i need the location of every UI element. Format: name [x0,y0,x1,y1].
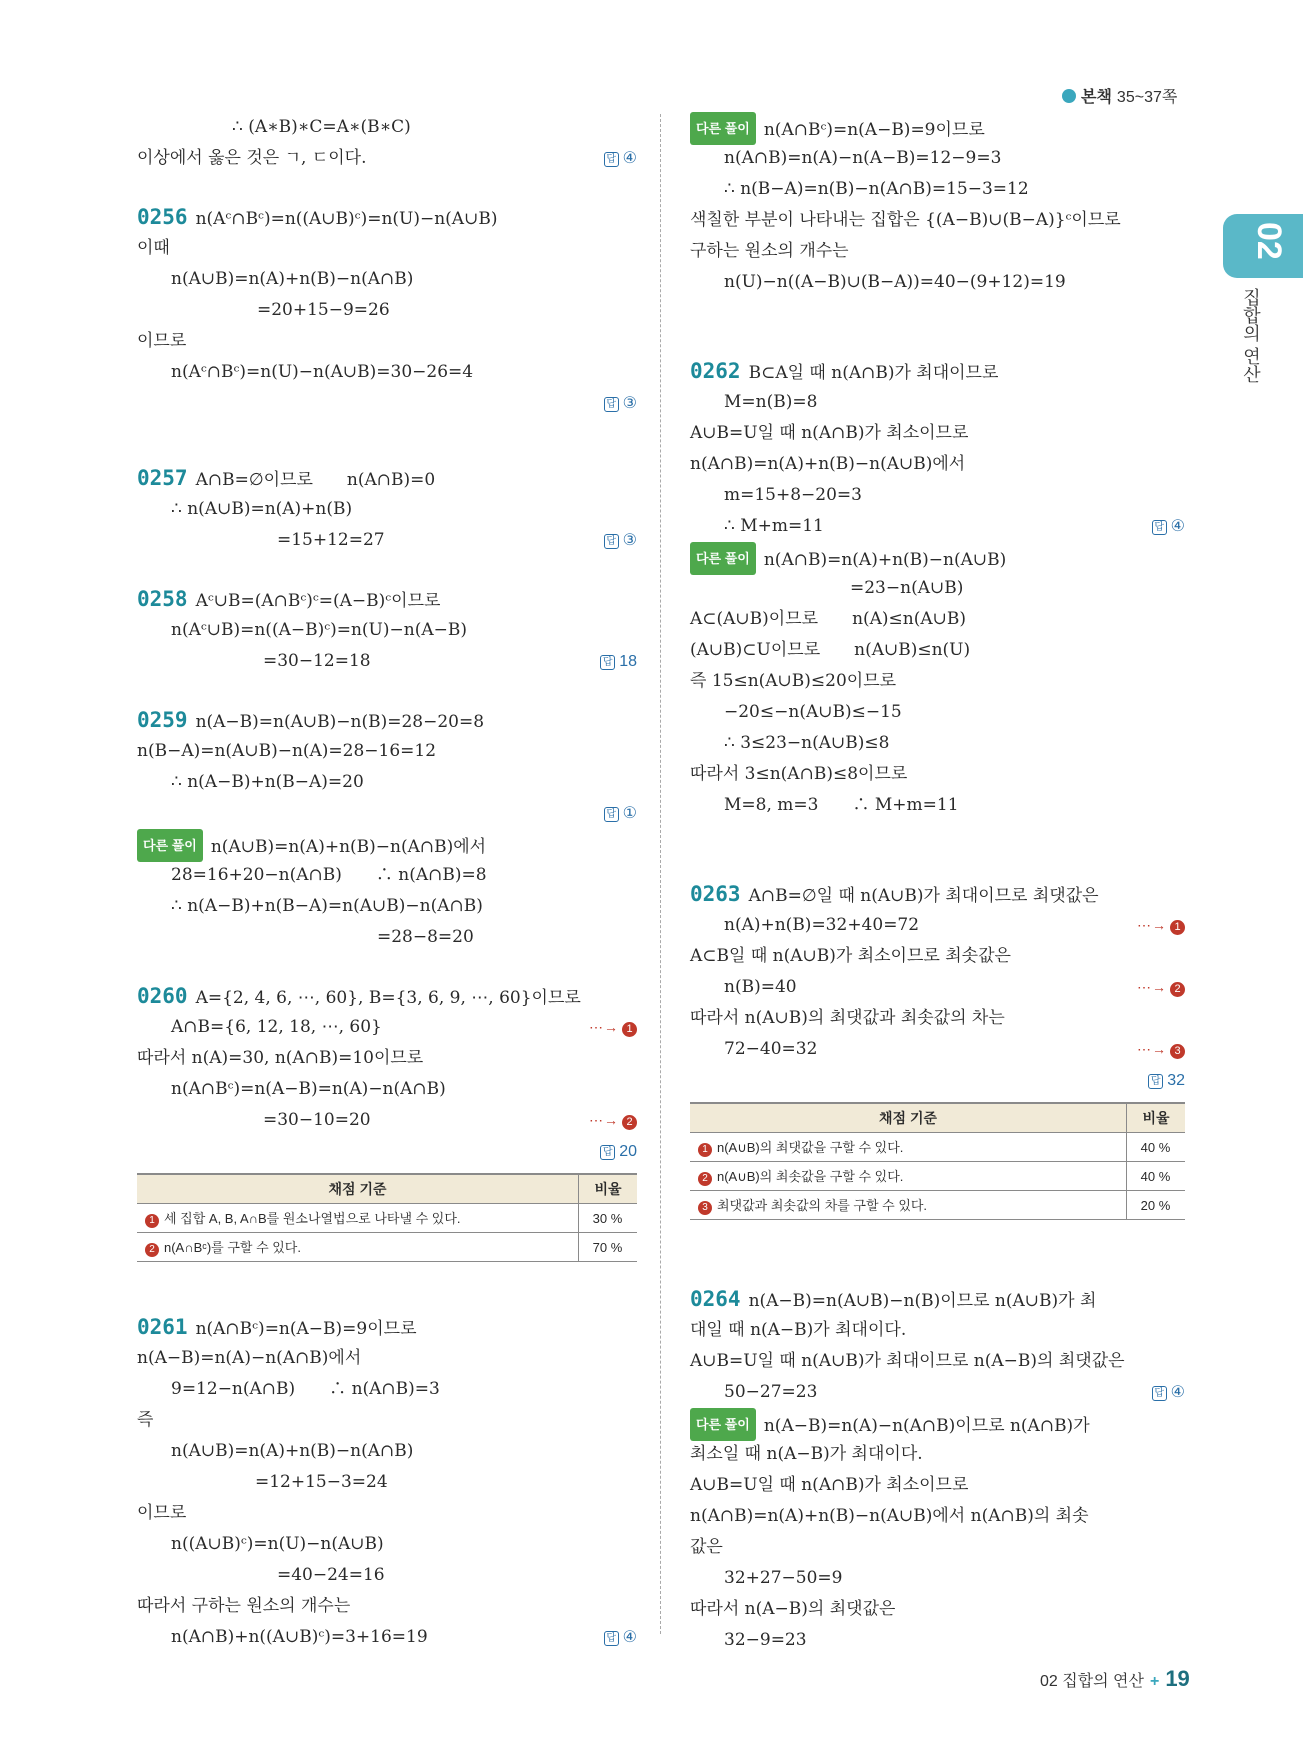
text-line: n(U)−n((A−B)∪(B−A))=40−(9+12)=19 [724,272,1066,292]
text-line: A∪B=U일 때 n(A∪B)가 최대이므로 n(A−B)의 최댓값은 [690,1351,1125,1371]
scoring-table [690,1102,1185,1220]
text-line: 색칠한 부분이 나타내는 집합은 {(A−B)∪(B−A)}ᶜ이므로 [690,210,1121,230]
text-line: n(Aᶜ∩Bᶜ)=n(U)−n(A∪B)=30−26=4 [171,362,474,382]
text-line: 값은 [690,1537,723,1557]
alt-solution-badge: 다른 풀이 [690,112,756,145]
text-line: A∪B=U일 때 n(A∩B)가 최소이므로 [690,1475,969,1495]
answer-line [690,1065,1185,1096]
right-column [690,112,1185,1656]
answer-mark: 답 ④ [604,1622,637,1653]
problem-id: 0263 [690,882,741,906]
text-line: n(A∩Bᶜ)=n(A−B)=n(A)−n(A∩B) [171,1079,446,1099]
text-line: n(B−A)=n(A∪B)−n(A)=28−16=12 [137,741,437,761]
answer-mark: 답 ④ [1152,511,1185,542]
text-line: 따라서 3≤n(A∩B)≤8이므로 [690,764,908,784]
step-marker: ⋯→ 2 [589,1105,637,1136]
text-line: 즉 15≤n(A∪B)≤20이므로 [690,671,897,691]
answer-mark: 답 ④ [1152,1377,1185,1408]
text-line: n(A∩B)=n(A)−n(A−B)=12−9=3 [724,148,1002,168]
answer-mark: 답 ③ [604,525,637,556]
problem-id: 0256 [137,205,188,229]
page-footer [1040,1666,1190,1692]
text-line: 이므로 [137,331,187,351]
text-line: 50−27=23 답 ④ [690,1377,1185,1408]
text-line: A∩B={6, 12, 18, ⋯, 60} ⋯→ 1 [137,1012,637,1043]
answer-mark: 답 18 [600,646,637,677]
answer-mark: 답 ④ [604,143,637,174]
problem-0260: 0260 A={2, 4, 6, ⋯, 60}, B={3, 6, 9, ⋯, 60}이므로 [137,984,581,1008]
alt-solution-badge: 다른 풀이 [137,829,203,862]
page-reference [1062,84,1177,107]
alt-solution: 다른 풀이 n(A∩B)=n(A)+n(B)−n(A∪B) [690,542,1185,573]
text-line: m=15+8−20=3 [724,485,862,505]
text-line: n(A∩B)=n(A)+n(B)−n(A∪B)에서 [690,454,966,474]
text-line: n(B)=40 ⋯→ 2 [690,972,1185,1003]
text-line: n(Aᶜ∪B)=n((A−B)ᶜ)=n(U)−n(A−B) [171,620,467,640]
table-row: 1 n(A∪B)의 최댓값을 구할 수 있다. 40 % [690,1133,1185,1162]
text-line: ∴ M+m=11 답 ④ [690,511,1185,542]
text-line: 72−40=32 ⋯→ 3 [690,1034,1185,1065]
table-row: 2 n(A∩Bᶜ)를 구할 수 있다. 70 % [137,1233,637,1262]
text-line: n(A∩B)+n((A∪B)ᶜ)=3+16=19 답 ④ [137,1622,637,1653]
problem-0256: 0256 n(Aᶜ∩Bᶜ)=n((A∪B)ᶜ)=n(U)−n(A∪B) [137,205,498,229]
answer-mark: 답 ① [604,798,637,829]
answer-mark: 답 20 [600,1136,637,1167]
table-row: 1 세 집합 A, B, A∩B를 원소나열법으로 나타낼 수 있다. 30 % [137,1204,637,1233]
problem-0258: 0258 Aᶜ∪B=(A∩Bᶜ)ᶜ=(A−B)ᶜ이므로 [137,587,441,611]
table-header: 채점 기준 [137,1174,579,1204]
text-line: 28=16+20−n(A∩B) ∴ n(A∩B)=8 [171,865,487,885]
text-line: M=8, m=3 ∴ M+m=11 [724,795,959,815]
column-divider [660,114,661,1634]
text-line: 대일 때 n(A−B)가 최대이다. [690,1320,907,1340]
text-line: ∴ n(B−A)=n(B)−n(A∩B)=15−3=12 [724,179,1029,199]
plus-icon: + [1149,1673,1160,1690]
text-line: =23−n(A∪B) [850,578,964,598]
answer-line [137,798,637,829]
step-marker: ⋯→ 3 [1137,1034,1185,1065]
text-line: n((A∪B)ᶜ)=n(U)−n(A∪B) [171,1534,384,1554]
text-line: 9=12−n(A∩B) ∴ n(A∩B)=3 [171,1379,440,1399]
left-column [137,112,637,1653]
text-line: 즉 [137,1410,154,1430]
reference-label: 본책 [1081,89,1112,106]
text-line: A⊂(A∪B)이므로 n(A)≤n(A∪B) [690,609,967,629]
problem-id: 0259 [137,708,188,732]
alt-solution: 다른 풀이 n(A−B)=n(A)−n(A∩B)이므로 n(A∩B)가 [690,1408,1185,1439]
answer-mark: 답 32 [1148,1065,1185,1096]
alt-solution: 다른 풀이 n(A∩Bᶜ)=n(A−B)=9이므로 [690,112,1185,143]
problem-id: 0264 [690,1287,741,1311]
text-line: n(A∪B)=n(A)+n(B)−n(A∩B) [171,1441,414,1461]
text-line: =40−24=16 [277,1565,385,1585]
table-row: 3 최댓값과 최솟값의 차를 구할 수 있다. 20 % [690,1191,1185,1220]
text-line: 이때 [137,238,170,258]
problem-id: 0260 [137,984,188,1008]
step-marker: ⋯→ 2 [1137,972,1185,1003]
problem-0261: 0261 n(A∩Bᶜ)=n(A−B)=9이므로 [137,1315,417,1339]
table-header: 채점 기준 [690,1103,1127,1133]
text-line: 최소일 때 n(A−B)가 최대이다. [690,1444,923,1464]
text-line: n(A∪B)=n(A)+n(B)−n(A∩B) [171,269,414,289]
text-line: 따라서 n(A)=30, n(A∩B)=10이므로 [137,1048,424,1068]
reference-pages: 35~37쪽 [1116,89,1178,106]
text-line: ∴ n(A−B)+n(B−A)=20 [171,772,364,792]
text-line: ∴ n(A−B)+n(B−A)=n(A∪B)−n(A∩B) [171,896,483,916]
text-line: 따라서 n(A−B)의 최댓값은 [690,1599,896,1619]
step-marker: ⋯→ 1 [589,1012,637,1043]
problem-id: 0258 [137,587,188,611]
text-line: =30−12=18 답 18 [137,646,637,677]
text-line: =20+15−9=26 [257,300,390,320]
problem-0257: 0257 A∩B=∅이므로 n(A∩B)=0 [137,466,436,490]
answer-line [137,1136,637,1167]
text-line: M=n(B)=8 [724,392,818,412]
text-line: n(A∩B)=n(A)+n(B)−n(A∪B)에서 n(A∩B)의 최솟 [690,1506,1089,1526]
chapter-tab [1223,214,1303,278]
problem-id: 0257 [137,466,188,490]
problem-0262: 0262 B⊂A일 때 n(A∩B)가 최대이므로 [690,359,999,383]
text-line: =15+12=27 답 ③ [137,525,637,556]
scoring-table [137,1173,637,1262]
alt-solution: 다른 풀이 n(A∪B)=n(A)+n(B)−n(A∩B)에서 [137,829,637,860]
text-line: A∪B=U일 때 n(A∩B)가 최소이므로 [690,423,969,443]
reference-dot-icon [1062,89,1076,103]
text-line: 32+27−50=9 [724,1568,843,1588]
text-line: ∴ n(A∪B)=n(A)+n(B) [171,499,353,519]
text-line: n(A)+n(B)=32+40=72 ⋯→ 1 [690,910,1185,941]
alt-solution-badge: 다른 풀이 [690,542,756,575]
problem-0264: 0264 n(A−B)=n(A∪B)−n(B)이므로 n(A∪B)가 최 [690,1287,1097,1311]
chapter-number: 02 [1250,222,1288,260]
chapter-title: 집합의 연산 [1241,288,1261,384]
text-line: 이상에서 옳은 것은 ㄱ, ㄷ이다. 답 ④ [137,143,637,174]
problem-id: 0262 [690,359,741,383]
page-number: 19 [1165,1666,1190,1691]
text-line: 따라서 구하는 원소의 개수는 [137,1596,351,1616]
footer-chapter: 02 집합의 연산 [1040,1673,1144,1690]
problem-0259: 0259 n(A−B)=n(A∪B)−n(B)=28−20=8 [137,708,485,732]
text-line: ∴ 3≤23−n(A∪B)≤8 [724,733,890,753]
table-row: 2 n(A∪B)의 최솟값을 구할 수 있다. 40 % [690,1162,1185,1191]
text-line: =28−8=20 [377,927,474,947]
text-line: −20≤−n(A∪B)≤−15 [724,702,902,722]
text-line: =30−10=20 ⋯→ 2 [137,1105,637,1136]
text-line: 구하는 원소의 개수는 [690,241,849,261]
text-line: ∴ (A∗B)∗C=A∗(B∗C) [232,117,411,137]
text-line: 32−9=23 [724,1630,807,1650]
step-marker: ⋯→ 1 [1137,910,1185,941]
text-line: A⊂B일 때 n(A∪B)가 최소이므로 최솟값은 [690,946,1011,966]
text-line: =12+15−3=24 [255,1472,388,1492]
problem-0263: 0263 A∩B=∅일 때 n(A∪B)가 최대이므로 최댓값은 [690,882,1099,906]
table-header: 비율 [1127,1103,1186,1133]
text-line: (A∪B)⊂U이므로 n(A∪B)≤n(U) [690,640,971,660]
table-header: 비율 [579,1174,638,1204]
answer-line [137,388,637,419]
problem-id: 0261 [137,1315,188,1339]
text-line: 따라서 n(A∪B)의 최댓값과 최솟값의 차는 [690,1008,1005,1028]
text-line: 이므로 [137,1503,187,1523]
text-line: n(A−B)=n(A)−n(A∩B)에서 [137,1348,362,1368]
alt-solution-badge: 다른 풀이 [690,1408,756,1441]
answer-mark: 답 ③ [604,388,637,419]
